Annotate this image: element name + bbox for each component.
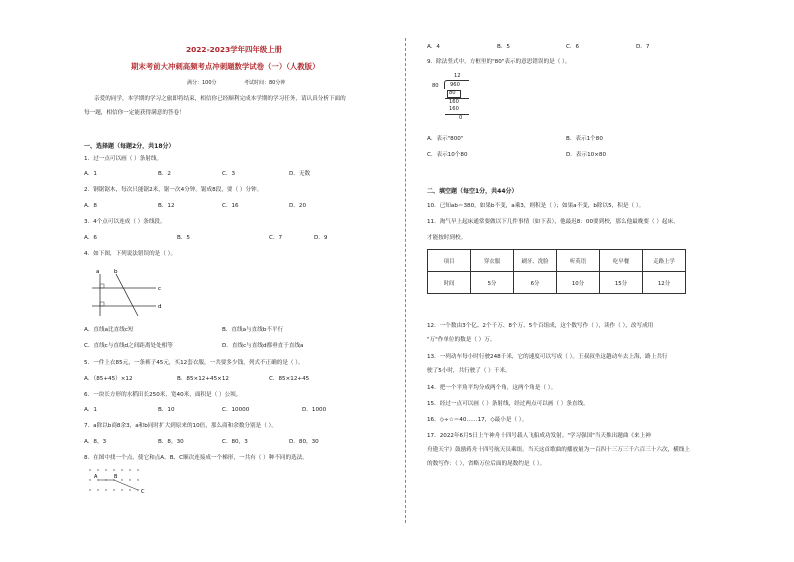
row-header-time: 时间: [428, 272, 471, 294]
q1-option-b: B．2: [158, 171, 171, 177]
label-c: c: [158, 286, 162, 292]
q17-line-2: 舟遨天宇》鼓励蒋舟十四号航天员乘组。当天这首歌曲的播放量为一百四十三万三千六百三十六次，横线上: [427, 447, 690, 453]
q9-option-a: A．表示"800": [427, 136, 464, 142]
q11-line-2: 才能按时到校。: [427, 235, 467, 241]
q4-option-b: B．直线a与直线b不平行: [222, 327, 284, 333]
q6-option-a: A．1: [84, 407, 97, 413]
q6-stem: 6．一块长方形的水稻田长250米，宽40米，面积是（ ）公顷。: [84, 392, 242, 398]
column-divider: [405, 38, 406, 523]
q8-option-d: D．7: [636, 44, 650, 50]
q6-option-d: D．1000: [302, 407, 327, 413]
q7-option-a: A．8，3: [84, 439, 107, 445]
q8-option-c: C．6: [566, 44, 580, 50]
title-line-1: 2022-2023学年四年级上册: [186, 45, 282, 54]
q3-option-d: D．9: [314, 235, 328, 241]
table-cell: 10分: [557, 272, 600, 294]
q6-option-c: C．10000: [222, 407, 250, 413]
point-c: C: [141, 489, 145, 495]
q7-option-d: D．80，30: [289, 439, 319, 445]
score-info: 满分：100分: [187, 80, 217, 86]
q17-line-3: 的数写作：（ ），省略万位后面的尾数约是（ ）。: [427, 461, 546, 467]
morning-routine-table: [427, 249, 686, 294]
table-cell: 走路上学: [643, 250, 686, 272]
q4-lines-figure: [86, 266, 170, 322]
q1-stem: 1．过一点可以画（ ）条射线。: [84, 156, 163, 162]
segment-bc: [114, 480, 138, 490]
q5-option-a: A．（85+45）×12: [84, 376, 133, 382]
q5-option-c: C．85×12+45: [269, 376, 310, 382]
q8-option-a: A．4: [427, 44, 440, 50]
q4-stem: 4．如下图，下列说法错误的是（ ）。: [84, 251, 177, 257]
q1-option-a: A．1: [84, 171, 97, 177]
table-cell: 刷牙、洗脸: [514, 250, 557, 272]
table-cell: 15分: [600, 272, 643, 294]
q2-option-b: B．12: [158, 203, 175, 209]
calc-step1: 80: [449, 89, 456, 96]
q2-option-c: C．16: [222, 203, 239, 209]
q13-line-1: 13．一列动车每小时行驶248千米，它的速度可以写成（ ）。王叔叔坐这趟动车去上海，路上共行: [427, 354, 668, 360]
q5-stem: 5．一件上衣85元，一条裤子45元，买12套衣服，一共要多少钱，列式不正确的是（ ）。: [84, 360, 304, 366]
q12-line-2: "万"作单位的数是（ ）万。: [427, 337, 496, 343]
time-info: 考试时间：80分钟: [244, 80, 286, 86]
section-fill-heading: 二、填空题（每空1分，共44分）: [427, 188, 518, 195]
section-choice-heading: 一、选择题（每题2分，共18分）: [84, 143, 175, 150]
q4-option-d: D．直线c与直线d都垂直于直线a: [222, 343, 304, 349]
table-cell: 穿衣服: [471, 250, 514, 272]
q10-stem: 10．已知ab＝380，如果b不变，a乘3，则积是（ ）；如果a不变，b除以5，积是（ ）。: [427, 203, 645, 209]
q12-line-1: 12．一个数由3个亿、2个千万、8个万、5个百组成，这个数写作（ ），读作（ ），改写成用: [427, 323, 654, 329]
line-b: [116, 274, 138, 316]
q9-option-b: B．表示1个80: [566, 136, 603, 142]
q4-option-a: A．直线a比直线c短: [84, 327, 134, 333]
label-d: d: [158, 304, 162, 310]
table-cell: 吃早餐: [600, 250, 643, 272]
q3-option-a: A．6: [84, 235, 97, 241]
q15-stem: 15．经过一点可以画（ ）条射线，经过两点可以画（ ）条直线。: [427, 401, 589, 407]
q4-option-c: C．直线c与直线d之间距离处处相等: [84, 343, 173, 349]
right-angle-mark: [100, 302, 104, 306]
calc-dividend: 960: [450, 82, 460, 88]
q13-line-2: 驶了5小时，共行驶了（ ）千米。: [427, 368, 511, 374]
calc-remainder: 0: [459, 115, 463, 121]
rule-2: [445, 114, 469, 115]
q7-stem: 7．a除以b商8余3，a和b同时扩大到原来的10倍，那么商和余数分别是（ ）。: [84, 423, 277, 429]
q3-stem: 3．4个点可以连成（ ）条线段。: [84, 219, 166, 225]
title-line-2: 期末考前大冲刺高频考点冲刺题数学试卷（一）（人教版）: [131, 62, 320, 71]
q16-stem: 16．◇÷☆＝40……17，◇最小是（ ）。: [427, 417, 528, 423]
table-cell: 5分: [471, 272, 514, 294]
calc-quotient: 12: [454, 73, 461, 79]
q9-option-d: D．表示10×80: [566, 152, 607, 158]
q8-option-b: B．5: [497, 44, 510, 50]
calc-divisor: 80: [432, 83, 439, 89]
table-cell: 6分: [514, 272, 557, 294]
q7-option-c: C．80，3: [222, 439, 248, 445]
q3-option-c: C．7: [269, 235, 283, 241]
calc-step2a: 160: [449, 99, 459, 105]
table-cell: 12分: [643, 272, 686, 294]
q5-option-b: B．85×12+45×12: [177, 376, 229, 382]
q2-stem: 2．钢锯锯木，每次只能锯2米，锯一次4分钟。锯成8段，要（ ）分钟。: [84, 187, 263, 193]
q1-option-d: D．无数: [289, 171, 311, 177]
intro-line-2: 每一题，相信你一定能获得满意的答卷！: [84, 110, 185, 116]
label-b: b: [114, 269, 118, 275]
table-row: [428, 250, 686, 272]
q9-division-calc: [430, 73, 480, 128]
point-b: B: [114, 474, 118, 480]
q6-option-b: B．10: [158, 407, 175, 413]
calc-step2b: 160: [449, 106, 459, 112]
q9-option-c: C．表示10个80: [427, 152, 468, 158]
q11-line-1: 11．淘气早上起床通常要做以下几件事情（如下表），他最迟8：00要到校，那么他最晚要（ ）起床，: [427, 219, 679, 225]
q9-stem: 9．除法竖式中，方框里的"80"表示的意思错误的是（ ）。: [427, 59, 571, 65]
q14-stem: 14．把一个平角平均分成两个角，这两个角是（ ）。: [427, 385, 557, 391]
q2-option-d: D．20: [289, 203, 307, 209]
table-cell: 听英语: [557, 250, 600, 272]
q8-dot-grid: [86, 466, 150, 496]
right-angle-mark: [100, 284, 104, 288]
table-row: [428, 272, 686, 294]
q8-stem: 8．在图中找一个点，使它和点A、B、C顺次连接成一个梯形，一共有（ ）种不同的选法。: [84, 455, 308, 461]
intro-line-1: 亲爱的同学，本学期的学习之旅即将结束，相信你已经顺利完成本学期的学习任务，请认真分析下面的: [94, 96, 346, 102]
q2-option-a: A．8: [84, 203, 97, 209]
row-header-item: 项目: [428, 250, 471, 272]
point-a: A: [94, 474, 98, 480]
label-a: a: [96, 269, 100, 275]
q7-option-b: B．8，30: [158, 439, 184, 445]
q17-line-1: 17．2022年6月5日上午神舟十四号载人飞船成功发射。"学习强国"当天推出题曲《来上神: [427, 433, 651, 439]
q1-option-c: C．3: [222, 171, 236, 177]
q3-option-b: B．5: [177, 235, 190, 241]
